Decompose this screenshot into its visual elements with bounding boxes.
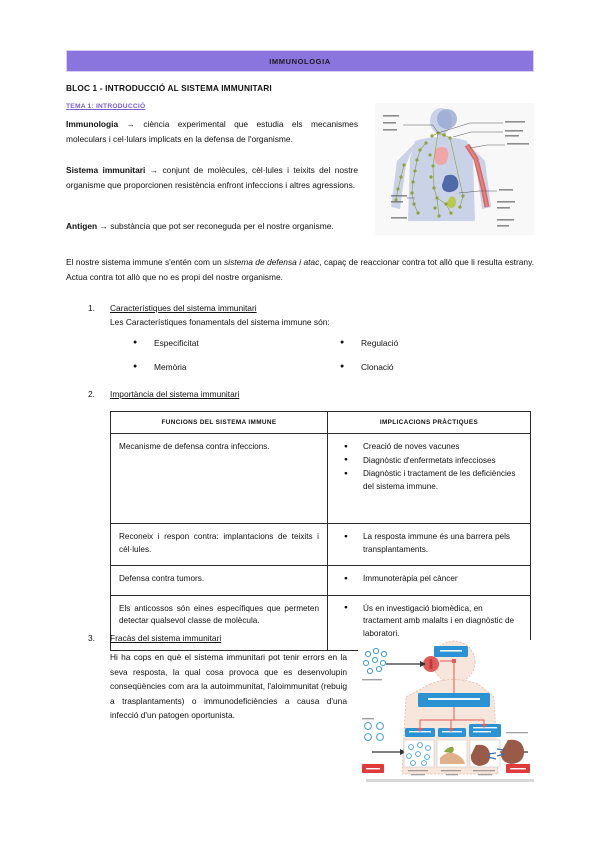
table-header-row bbox=[111, 412, 531, 434]
list-item: ● Diagnòstic i tractament de les deficiències del sistema immune. bbox=[336, 468, 522, 493]
definition-antigen bbox=[66, 219, 358, 234]
table-row bbox=[111, 566, 531, 596]
table-cell-implications bbox=[328, 566, 531, 596]
intro-paragraph bbox=[66, 255, 534, 284]
arrow-glyph-icon: → bbox=[126, 119, 135, 129]
table-header-functions: FUNCIONS DEL SISTEMA IMMUNE bbox=[111, 412, 328, 434]
section-2-heading: Importància del sistema immunitari bbox=[110, 389, 240, 399]
implications-list bbox=[336, 531, 522, 556]
term-immunologia: Immunologia bbox=[66, 119, 119, 129]
list-item: ● Memòria bbox=[133, 362, 313, 386]
banner-title: IMMUNOLOGIA bbox=[269, 56, 331, 66]
section-1-marker: 1. bbox=[88, 303, 95, 313]
definition-body-antigen: substància que pot ser reconeguda per el nostre organisme. bbox=[110, 221, 334, 231]
section-3-heading: Fracàs del sistema immunitari bbox=[110, 633, 222, 643]
table-header-implications: IMPLICACIONS PRÀCTIQUES bbox=[328, 412, 531, 434]
immune-functions-table bbox=[110, 411, 531, 651]
implications-list bbox=[336, 603, 522, 641]
list-item: ● Immunoteràpia pel càncer bbox=[336, 573, 522, 586]
section-2-marker: 2. bbox=[88, 389, 95, 399]
section-3-marker: 3. bbox=[88, 633, 95, 643]
intro-emphasis: sistema de defensa i atac bbox=[224, 257, 320, 267]
table-cell-function: Reconeix i respon contra: implantacions de teixits i cèl·lules. bbox=[111, 524, 328, 566]
characteristics-list-right bbox=[340, 338, 520, 386]
implications-list bbox=[336, 573, 522, 586]
term-sistema-immunitari: Sistema immunitari bbox=[66, 165, 146, 175]
list-item: ● Diagnòstic d'enfermetats infeccioses bbox=[336, 455, 522, 468]
list-item: ● Clonació bbox=[340, 362, 520, 386]
lymphatic-system-diagram-icon bbox=[375, 103, 534, 235]
section-1-heading: Característiques del sistema immunitari bbox=[110, 303, 257, 313]
implications-list bbox=[336, 441, 522, 493]
intro-part-2: , capaç de reaccionar contra tot allò que li resulta estrany. Actua contra tot allò que no es propi del nostre organisme. bbox=[66, 257, 534, 282]
table-cell-function: Mecanisme de defensa contra infeccions. bbox=[111, 434, 328, 524]
definition-body-immunologia: ciència experimental que estudia els mecanismes moleculars i cel·lulars implicats en la defensa de l'organisme. bbox=[66, 119, 359, 144]
table-row bbox=[111, 434, 531, 524]
term-antigen: Antigen bbox=[66, 221, 98, 231]
definition-body-sistema-immunitari: conjunt de molècules, cèl·lules i teixits del nostre organisme que proporcionen resistència enfront infeccions i altres agressions. bbox=[66, 165, 358, 190]
list-item: ● Especificitat bbox=[133, 338, 313, 362]
arrow-glyph-icon: → bbox=[99, 221, 108, 231]
document-banner bbox=[66, 50, 534, 72]
definition-sistema-immunitari bbox=[66, 163, 358, 192]
characteristics-list-left bbox=[133, 338, 313, 386]
immune-failure-diagram-icon bbox=[358, 640, 534, 780]
definition-immunologia bbox=[66, 117, 358, 146]
list-item: ● Creació de noves vacunes bbox=[336, 441, 522, 454]
section-1-subtitle: Les Característiques fonamentals del sistema immune són: bbox=[110, 317, 330, 327]
immune-failure-figure bbox=[358, 640, 534, 780]
list-item: ● Regulació bbox=[340, 338, 520, 362]
intro-part-1: El nostre sistema immune s'entén com un bbox=[66, 257, 225, 267]
table-cell-function: Els anticossos són eines específiques que permeten detectar qualsevol classe de molècula. bbox=[111, 595, 328, 650]
list-item: ● La resposta immune és una barrera pels transplantaments. bbox=[336, 531, 522, 556]
bloc-title: BLOC 1 - INTRODUCCIÓ AL SISTEMA IMMUNITARI bbox=[66, 83, 272, 93]
table-row bbox=[111, 524, 531, 566]
tema-title: TEMA 1: INTRODUCCIÓ bbox=[66, 103, 146, 110]
figure-shadow-divider bbox=[366, 779, 534, 782]
table-cell-implications bbox=[328, 434, 531, 524]
arrow-glyph-icon: → bbox=[149, 165, 159, 175]
table-cell-function: Defensa contra tumors. bbox=[111, 566, 328, 596]
section-3-body: Hi ha cops en què el sistema immunitari pot tenir errors en la seva resposta, la qual cosa provoca que es desenvolupin conseqüències com ara la autoimmunitat, l'aloimmunitat (rebuig a trasplantaments) o immunodeficiències a causa d'una infecció d'un patogen oportunista. bbox=[110, 652, 347, 721]
table-cell-implications bbox=[328, 524, 531, 566]
list-item: ● Ús en investigació biomèdica, en tractament amb malalts i en diagnòstic de laboratori. bbox=[336, 603, 522, 641]
lymphatic-system-figure bbox=[375, 103, 534, 235]
